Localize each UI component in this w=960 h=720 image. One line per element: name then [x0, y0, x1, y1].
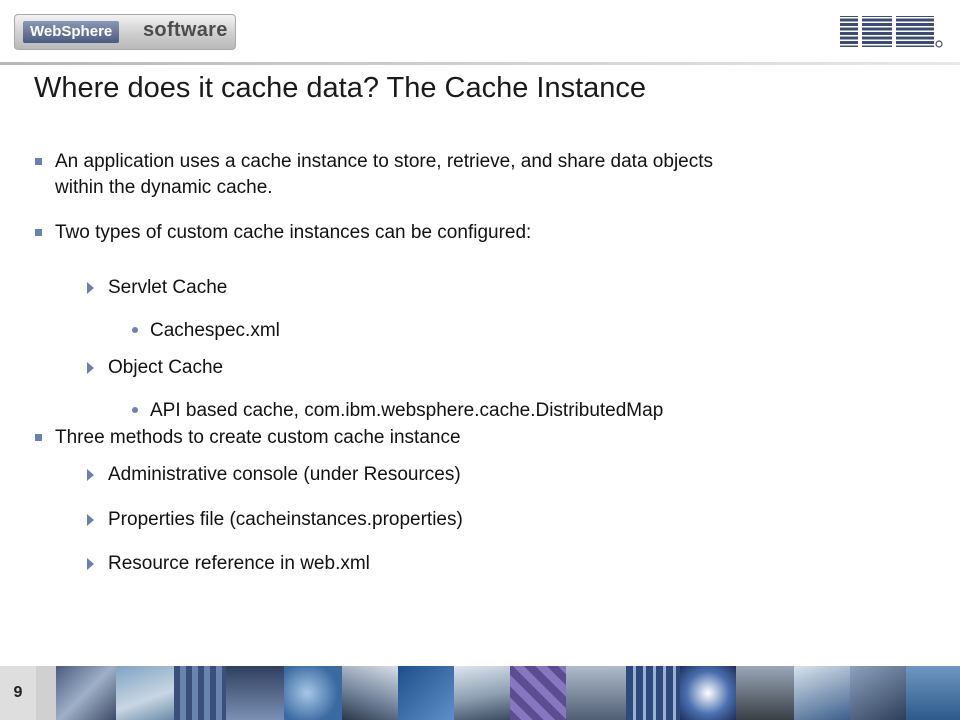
footer-image-tile — [626, 666, 680, 720]
triangle-bullet-icon — [87, 514, 94, 526]
sub-bullet-item — [108, 551, 370, 577]
square-bullet-icon — [35, 434, 42, 441]
footer-image-tile — [510, 666, 566, 720]
footer-image-tile — [56, 666, 116, 720]
footer-image-tile — [226, 666, 284, 720]
sub-bullet-text: Object Cache — [108, 357, 224, 378]
footer-image-tile — [342, 666, 398, 720]
footer-image-tile — [454, 666, 510, 720]
sub-sub-bullet-text: Cachespec.xml — [150, 320, 280, 341]
bullet-text-line-2: within the dynamic cache. — [55, 177, 273, 198]
bullet-item — [55, 425, 461, 451]
bullet-item — [55, 220, 531, 246]
sub-sub-bullet-item — [150, 398, 663, 424]
footer-image-tile — [794, 666, 850, 720]
dot-bullet-icon — [132, 327, 138, 333]
header-divider — [0, 62, 960, 65]
bullet-text-line-1: An application uses a cache instance to store, retrieve, and share data objects — [55, 151, 714, 172]
triangle-bullet-icon — [87, 362, 94, 374]
footer-image-tile — [284, 666, 342, 720]
slide-header — [0, 0, 960, 62]
triangle-bullet-icon — [87, 469, 94, 481]
square-bullet-icon — [35, 158, 42, 165]
footer-image-tile — [906, 666, 960, 720]
footer-image-tile — [566, 666, 626, 720]
sub-bullet-text: Resource reference in web.xml — [108, 553, 370, 574]
slide-footer — [0, 666, 960, 720]
footer-image-tile — [174, 666, 226, 720]
bullet-text: Three methods to create custom cache instance — [55, 427, 461, 448]
sub-sub-bullet-text: API based cache, com.ibm.websphere.cache.DistributedMap — [150, 400, 664, 421]
footer-image-tile — [116, 666, 174, 720]
sub-bullet-item — [108, 275, 227, 301]
footer-image-tile — [36, 666, 56, 720]
footer-image-tile — [398, 666, 454, 720]
slide-title: Where does it cache data? The Cache Instance — [34, 72, 647, 104]
bullet-item — [55, 149, 935, 201]
sub-bullet-text: Administrative console (under Resources) — [108, 464, 461, 485]
ibm-logo-icon — [840, 14, 944, 50]
sub-bullet-item — [108, 355, 223, 381]
dot-bullet-icon — [132, 407, 138, 413]
sub-bullet-text: Properties file (cacheinstances.properties) — [108, 509, 463, 530]
bullet-text: Two types of custom cache instances can be configured: — [55, 222, 532, 243]
triangle-bullet-icon — [87, 282, 94, 294]
square-bullet-icon — [35, 229, 42, 236]
footer-image-tile — [850, 666, 906, 720]
sub-bullet-text: Servlet Cache — [108, 277, 228, 298]
websphere-software-logo — [14, 14, 236, 50]
websphere-name: WebSphere — [23, 21, 119, 43]
sub-sub-bullet-item — [150, 318, 280, 344]
triangle-bullet-icon — [87, 558, 94, 570]
footer-image-tile — [736, 666, 794, 720]
sub-bullet-item — [108, 507, 463, 533]
sub-bullet-item — [108, 462, 461, 488]
software-label: software — [143, 19, 228, 41]
page-number: 9 — [0, 666, 36, 720]
footer-image-tile — [680, 666, 736, 720]
